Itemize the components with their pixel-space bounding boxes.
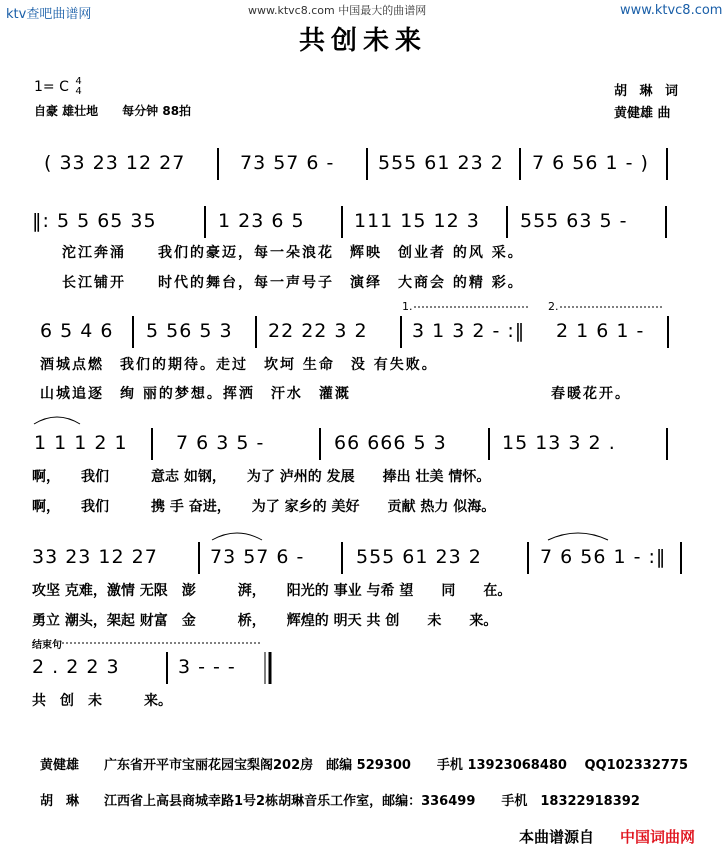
lyrics-row-2-verse-1: 沱江奔涌 我们的豪迈，每一朵浪花 辉映 创业者 的风 采。: [62, 245, 524, 261]
measure-1-3: 555 61 23 2: [378, 152, 504, 174]
measure-3-2: 5 56 5 3: [146, 320, 233, 342]
measure-6-1: 2 . 2 2 3: [32, 656, 120, 678]
measure-4-1: 1 1 1 2 1: [34, 432, 128, 454]
measure-3-3: 22 22 3 2: [268, 320, 368, 342]
watermark-left: ktv查吧曲谱网: [6, 7, 92, 22]
watermark-center: www.ktvc8.com 中国最大的曲谱网: [248, 4, 427, 17]
measure-2-2: 1 23 6 5: [218, 210, 305, 232]
lyrics-row-4-verse-2: 啊， 我们 携 手 奋进， 为了 家乡的 美好 贡献 热力 似海。: [32, 499, 496, 515]
lyrics-row-6: 共 创 未 来。: [32, 693, 172, 709]
measure-2-1: ‖: 5 5 65 35: [32, 210, 157, 232]
measure-6-2: 3 - - -: [178, 656, 236, 678]
score-row-4: [0, 426, 726, 462]
score-row-3: [0, 314, 726, 350]
score-row-1: [0, 146, 726, 182]
lyrics-row-4-verse-1: 啊， 我们 意志 如钢， 为了 泸州的 发展 捧出 壮美 情怀。: [32, 469, 491, 485]
measure-5-1: 33 23 12 27: [32, 546, 158, 568]
measure-3-1: 6 5 4 6: [40, 320, 114, 342]
measure-5-2: 73 57 6 -: [210, 546, 305, 568]
score-row-2: [0, 204, 726, 240]
source-label: 本曲谱源自: [519, 828, 595, 846]
time-signature: [75, 77, 81, 97]
volta-brackets: [0, 300, 726, 312]
tempo-marking: 自豪 雄壮地 每分钟 88拍: [34, 104, 192, 118]
source-site-link[interactable]: 中国词曲网: [620, 828, 696, 846]
ending-label: 结束句: [32, 640, 62, 651]
measure-5-4: 7 6 56 1 - :‖: [540, 546, 667, 568]
time-top: 4: [75, 76, 82, 87]
measure-2-4: 555 63 5 -: [520, 210, 628, 232]
slur-row-4: [0, 412, 726, 426]
lyrics-row-3-verse-2a: 山城追逐 绚 丽的梦想。挥洒 汗水 灌溉: [40, 386, 351, 402]
score-row-6: [0, 650, 726, 686]
footer-composer-info: 广东省开平市宝丽花园宝梨阁202房 邮编 529300 手机 13923068480 QQ102332775: [104, 758, 688, 773]
footer-lyricist-info: 江西省上高县商城幸路1号2栋胡琳音乐工作室，邮编：336499 手机 18322918392: [104, 794, 640, 809]
lyricist-credit: 胡 琳 词: [614, 84, 683, 99]
key-label: 1= C: [34, 79, 69, 95]
measure-4-3: 66 666 5 3: [334, 432, 447, 454]
lyrics-row-5-verse-1: 攻坚 克难，激情 无限 澎 湃， 阳光的 事业 与希 望 同 在。: [32, 583, 512, 599]
volta-2-label: 2.: [548, 300, 559, 313]
key-signature: [34, 77, 82, 97]
measure-4-2: 7 6 3 5 -: [176, 432, 265, 454]
measure-3-4: 3 1 3 2 - :‖: [412, 320, 526, 342]
measure-3-5: 2 1 6 1 -: [556, 320, 645, 342]
lyrics-row-5-verse-2: 勇立 潮头，架起 财富 金 桥， 辉煌的 明天 共 创 未 来。: [32, 613, 498, 629]
lyrics-row-3-verse-1: 酒城点燃 我们的期待。走过 坎坷 生命 没 有失败。: [40, 357, 438, 373]
measure-1-1: ( 33 23 12 27: [44, 152, 186, 174]
measure-5-3: 555 61 23 2: [356, 546, 482, 568]
ending-bracket: [0, 636, 726, 648]
lyrics-row-3-verse-2b: 春暖花开。: [551, 386, 631, 402]
composer-credit: 黄健雄 曲: [614, 106, 671, 121]
score-row-5: [0, 540, 726, 576]
song-title: 共创未来: [298, 26, 427, 56]
watermark-right: www.ktvc8.com: [620, 3, 723, 18]
measure-1-4: 7 6 56 1 - ): [532, 152, 649, 174]
measure-1-2: 73 57 6 -: [240, 152, 335, 174]
volta-1-label: 1.: [402, 300, 413, 313]
time-bottom: 4: [75, 86, 82, 97]
lyrics-row-2-verse-2: 长江铺开 时代的舞台，每一声号子 演绎 大商会 的精 彩。: [62, 275, 524, 291]
measure-4-4: 15 13 3 2 .: [502, 432, 616, 454]
footer-lyricist-name: 胡 琳: [40, 794, 80, 809]
footer-composer-name: 黄健雄: [40, 758, 80, 773]
measure-2-3: 111 15 12 3: [354, 210, 480, 232]
